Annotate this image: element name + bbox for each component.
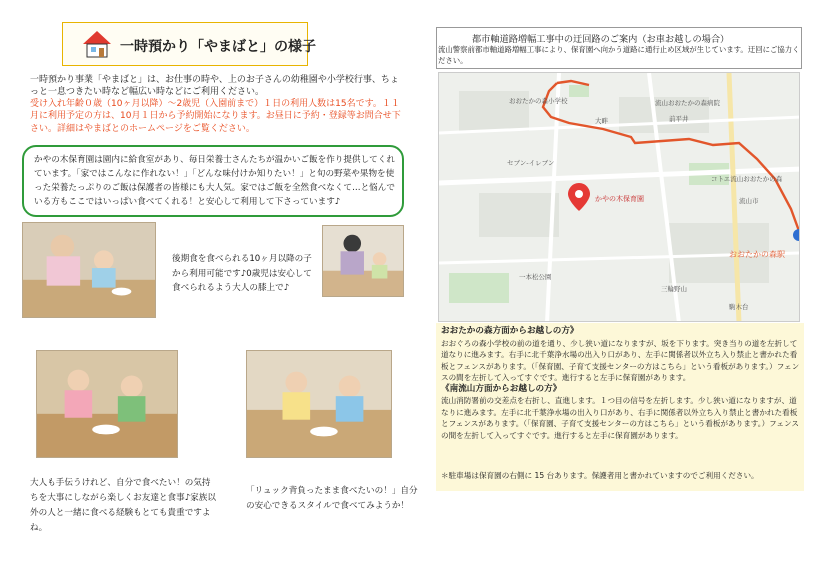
parking-note: ＊駐車場は保育園の右側に 15 台あります。保護者用と書かれていますのでご利用ください。 (441, 471, 759, 480)
photo-toddler-table (322, 225, 404, 297)
map-label: 流山おおたかの森病院 (655, 99, 720, 107)
map-label: 一本松公園 (519, 273, 552, 281)
directions-heading-2: 《南流山方面からお越しの方》 (441, 383, 562, 394)
house-icon (82, 30, 112, 58)
route-notice-text: 流山警察前都市軸道路増幅工事により、保育園へ向かう道路に通行止め区域が生じています。迂回にご協力ください。 (438, 45, 800, 65)
map-label: 駒木台 (729, 303, 749, 311)
intro-highlight-text: 受け入れ年齢０歳（10ヶ月以降）～2歳児（入園前まで）１日の利用人数は15名です。１１月に利用予定の方は、10月１日から予約開始になります。お昼日に予約・登録等お問合せ下さい。詳細はやまばとのホームページをご覧ください。 (30, 99, 401, 134)
map-label: 流山市 (739, 197, 759, 205)
directions-text-1: おおぐろの森小学校の前の道を通り、少し狭い道になりますが、坂を下ります。突き当りの道を左折して道なりに進みます。右手に北千葉浄水場の出入り口があり、左手に関係者以外立ち入り禁止と書かれた看板とフェンスがあります。（「保育園、子育て支援センターの方はこちら」という看板があります。）フェンスの間を左折して入ってすぐです。進行すると左手に保育園があります。 (441, 338, 800, 382)
map-label: 三輪野山 (661, 285, 687, 293)
directions-heading-1: おおたかの森方面からお越しの方》 (441, 326, 579, 336)
photo-caption-2: 大人も手伝うけれど、自分で食べたい！の気持ちを大事にしながら楽しくお友達と食事♪家族以外の人と一緒に食べる経験もとても貴重ですよね。 (30, 478, 216, 533)
map-label: 前平井 (669, 115, 689, 123)
map-label: コトエ流山おおたかの森 (711, 175, 783, 183)
directions-text-2: 流山消防署前の交差点を右折し、直進します。１つ目の信号を左折します。少し狭い道になりますが、道なりに進みます。左手に北千葉浄水場の出入り口があり、右手に関係者以外立ち入り禁止と書かれた看板とフェンスがあります。（「保育園、子育て支援センターの方はこちら」という看板があります。）フェンスの間を左折して入ってすぐです。進行すると左手に保育園があります。 (441, 396, 799, 440)
photo-infant-meal (22, 222, 156, 318)
photo-caption-3: 「リュック背負ったまま食べたいの！」自分の安心できるスタイルで食べてみようか！ (246, 486, 418, 511)
directions (441, 326, 803, 441)
map-label: 大畔 (595, 117, 608, 125)
map-label: セブン-イレブン (507, 159, 555, 167)
station-label: おおたかの森駅 (729, 250, 785, 259)
intro-text: 一時預かり事業「やまばと」は、お仕事の時や、上のお子さんの幼稚園や小学校行事、ちょっと一息つきたい時など幅広い時などにご利用ください。 (30, 75, 399, 98)
map-label: かやの木保育園 (595, 195, 644, 203)
photo-caption-1: 後期食を食べられる10ヶ月以降の子から利用可能です♪0歳児は安心して食べられるよう大人の膝上で♪ (172, 254, 312, 293)
photo-backpack-meal (246, 350, 392, 458)
section-title: 一時預かり「やまばと」の様子 (120, 39, 316, 55)
route-map[interactable] (438, 72, 800, 322)
route-notice-title: 都市軸道路増幅工事中の迂回路のご案内（お車お越しの場合） (472, 34, 730, 45)
kitchen-note-text: かやの木保育園は園内に給食室があり、毎日栄養士さんたちが温かいご飯を作り提供してくれています。「家ではこんなに作れない！」「どんな味付けか知りたい！」と旬の野菜や果物を使った栄養たっぷりのご飯は保護者の皆様にも大人気。家ではご飯を全然食べなくて…と悩んでいる方もここではいっぱい食べてくれる！と安心して利用して下さっています♪ (34, 155, 395, 207)
map-label: おおたかの森小学校 (509, 97, 568, 105)
photo-group-meal (36, 350, 178, 458)
